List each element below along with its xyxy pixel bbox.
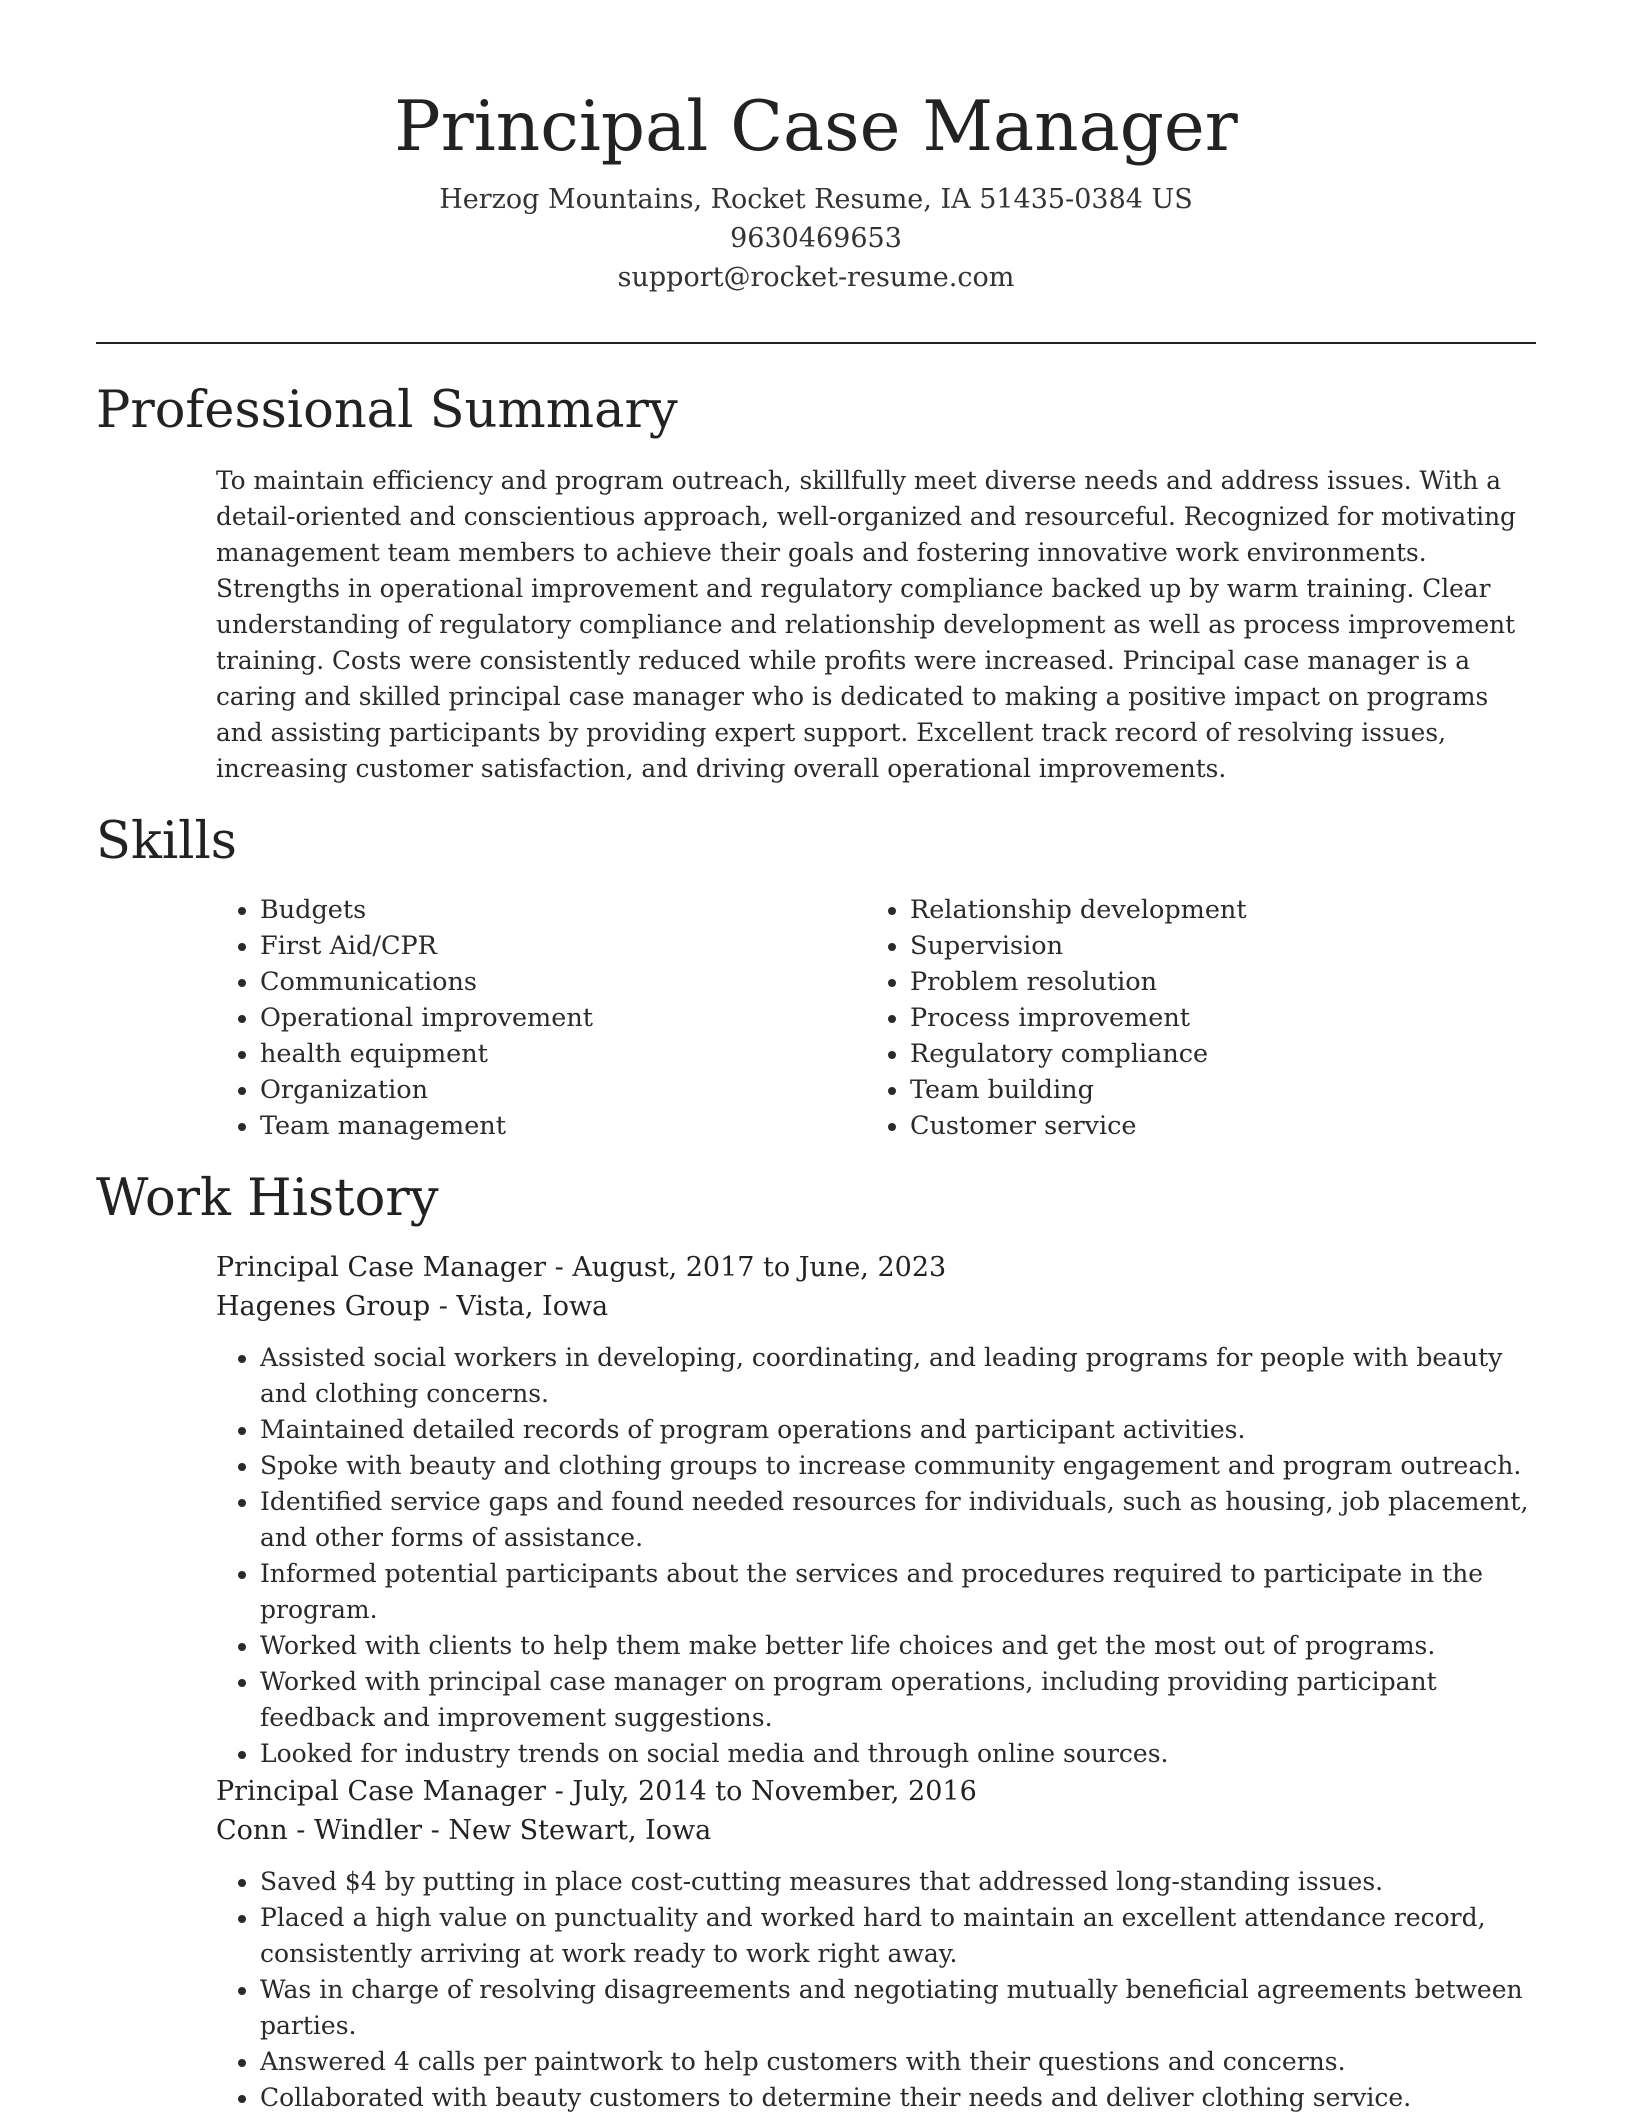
skill-item: • Team management [260, 1108, 593, 1144]
job-bullet: • Spoke with beauty and clothing groups to increase community engagement and program outreach. [260, 1448, 1536, 1484]
job-bullet: • Identified service gaps and found needed resources for individuals, such as housing, job placement, and other forms of assistance. [260, 1484, 1536, 1556]
job-company-location: Conn - Windler - New Stewart, Iowa [216, 1815, 712, 1846]
skill-item: • Problem resolution [910, 964, 1247, 1000]
skill-item: • Budgets [260, 892, 593, 928]
job-entry [216, 1248, 1536, 1772]
contact-email: support@rocket-resume.com [617, 262, 1015, 293]
job-company-location: Hagenes Group - Vista, Iowa [216, 1291, 609, 1322]
job-bullet: • Was in charge of resolving disagreements and negotiating mutually beneficial agreements between parties. [260, 1972, 1536, 2044]
header-divider [96, 342, 1536, 344]
skill-item: • Regulatory compliance [910, 1036, 1247, 1072]
summary-text: To maintain efficiency and program outreach, skillfully meet diverse needs and address issues. With a detail-oriented and conscientious approach, well-organized and resourceful. Recognized for motivating management team members to achieve their goals and fostering innovative work environments. Strengths in operational improvement and regulatory compliance backed up by warm training. Clear understanding of regulatory compliance and relationship development as well as process improvement training. Costs were consistently reduced while profits were increased. Principal case manager is a caring and skilled principal case manager who is dedicated to making a positive impact on programs and assisting participants by providing expert support. Excellent track record of resolving issues, increasing customer satisfaction, and driving overall operational improvements. [216, 466, 1516, 783]
skills-heading: Skills [96, 812, 237, 871]
skill-item: • Process improvement [910, 1000, 1247, 1036]
job-bullet-list [216, 1864, 1536, 2116]
job-bullet: • Maintained detailed records of program operations and participant activities. [260, 1412, 1536, 1448]
skill-item: • Supervision [910, 928, 1247, 964]
skill-item: • Team building [910, 1072, 1247, 1108]
job-bullet-list [216, 1340, 1536, 1772]
job-bullet: • Assisted social workers in developing, coordinating, and leading programs for people with beauty and clothing concerns. [260, 1340, 1536, 1412]
job-bullet: • Looked for industry trends on social media and through online sources. [260, 1736, 1536, 1772]
skill-item: • Relationship development [910, 892, 1247, 928]
job-bullet: • Answered 4 calls per paintwork to help customers with their questions and concerns. [260, 2044, 1536, 2080]
job-bullet: • Informed potential participants about the services and procedures required to participate in the program. [260, 1556, 1536, 1628]
work-history-heading: Work History [96, 1169, 439, 1228]
job-bullet: • Collaborated with beauty customers to determine their needs and deliver clothing service. [260, 2080, 1536, 2116]
job-bullet: • Placed a high value on punctuality and worked hard to maintain an excellent attendance record, consistently arriving at work ready to work right away. [260, 1900, 1536, 1972]
candidate-name: Principal Case Manager [394, 87, 1238, 167]
job-bullet: • Saved $4 by putting in place cost-cutting measures that addressed long-standing issues. [260, 1864, 1536, 1900]
skills-list-right [866, 892, 1247, 1144]
resume-header [0, 82, 1632, 297]
skills-list-left [216, 892, 593, 1144]
skill-item: • health equipment [260, 1036, 593, 1072]
job-title-dates: Principal Case Manager - August, 2017 to June, 2023 [216, 1252, 947, 1283]
contact-phone: 9630469653 [730, 223, 902, 254]
job-bullet: • Worked with clients to help them make better life choices and get the most out of programs. [260, 1628, 1536, 1664]
summary-heading: Professional Summary [96, 381, 678, 440]
skill-item: • Customer service [910, 1108, 1247, 1144]
job-bullet: • Worked with principal case manager on program operations, including providing participant feedback and improvement suggestions. [260, 1664, 1536, 1736]
skill-item: • Organization [260, 1072, 593, 1108]
job-entry [216, 1772, 1536, 2116]
skill-item: • First Aid/CPR [260, 928, 593, 964]
skill-item: • Operational improvement [260, 1000, 593, 1036]
skill-item: • Communications [260, 964, 593, 1000]
job-title-dates: Principal Case Manager - July, 2014 to November, 2016 [216, 1776, 977, 1807]
contact-address: Herzog Mountains, Rocket Resume, IA 51435-0384 US [439, 184, 1193, 215]
